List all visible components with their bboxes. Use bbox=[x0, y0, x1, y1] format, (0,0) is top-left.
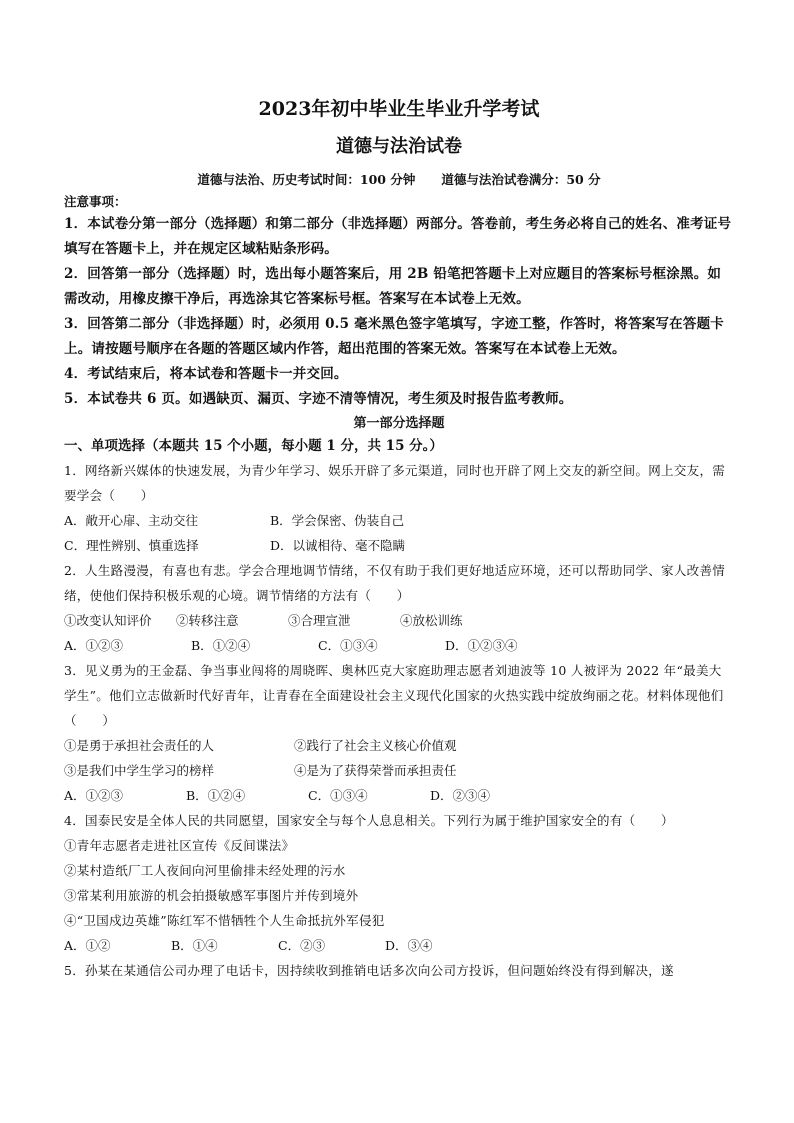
options-row bbox=[64, 933, 734, 958]
notice-item: 2．回答第一部分（选择题）时，选出每小题答案后，用 2B 铅笔把答题卡上对应题目的答案标号框涂黑。如需改动，用橡皮擦干净后，再选涂其它答案标号框。答案写在本试卷上无效。 bbox=[64, 266, 722, 307]
question-3 bbox=[64, 658, 734, 808]
item: ②践行了社会主义核心价值观 bbox=[294, 738, 457, 753]
question-stem: 2．人生路漫漫，有喜也有悲。学会合理地调节情绪，不仅有助于我们更好地适应环境，还可以帮助同学、家人改善情绪，使他们保持积极乐观的心境。调节情绪的方法有（ ） bbox=[64, 563, 726, 603]
notice-heading: 注意事项： bbox=[64, 194, 127, 209]
item: ④“卫国戍边英雄”陈红军不惜牺牲个人生命抵抗外军侵犯 bbox=[64, 913, 385, 928]
notice-item: 5．本试卷共 6 页。如遇缺页、漏页、字迹不清等情况，考生须及时报告监考教师。 bbox=[64, 391, 573, 407]
exam-subtitle: 道德与法治试卷 bbox=[336, 136, 462, 157]
exam-score: 道德与法治试卷满分：50 分 bbox=[441, 172, 601, 187]
notice-section bbox=[64, 192, 734, 412]
option-c: C．①③④ bbox=[308, 788, 368, 803]
question-stem: 4．国泰民安是全体人民的共同愿望，国家安全与每个人息息相关。下列行为属于维护国家安全的有（ ） bbox=[64, 813, 674, 828]
exam-page bbox=[64, 96, 734, 983]
option-b: B．学会保密、伪装自己 bbox=[270, 513, 405, 528]
item: ③合理宣泄 bbox=[288, 613, 351, 628]
item: ②某村造纸厂工人夜间向河里偷排未经处理的污水 bbox=[64, 863, 346, 878]
item: ①改变认知评价 bbox=[64, 613, 152, 628]
item: ①是勇于承担社会责任的人 bbox=[64, 738, 215, 753]
option-a: A．①②③ bbox=[64, 638, 124, 653]
option-a: A．敞开心扉、主动交往 bbox=[64, 513, 199, 528]
section-title: 一、单项选择（本题共 15 个小题，每小题 1 分，共 15 分。） bbox=[64, 438, 443, 454]
option-a: A．①② bbox=[64, 938, 111, 953]
exam-meta bbox=[64, 170, 734, 190]
option-a: A．①②③ bbox=[64, 788, 124, 803]
question-stem: 3．见义勇为的王金磊、争当事业闯将的周晓晖、奥林匹克大家庭助理志愿者刘迪波等 10 人被评为 2022 年“最美大学生”。他们立志做新时代好青年，让青春在全面建设社会主义现代化国家的火热实践中绽放绚丽之花。材料体现他们（ ） bbox=[64, 663, 724, 728]
option-d: D．②③④ bbox=[430, 788, 491, 803]
items-row bbox=[64, 733, 734, 758]
item: ③常某利用旅游的机会拍摄敏感军事图片并传到境外 bbox=[64, 888, 359, 903]
notice-item: 4．考试结束后，将本试卷和答题卡一并交回。 bbox=[64, 366, 348, 382]
option-c: C．①③④ bbox=[318, 638, 378, 653]
options-row bbox=[64, 508, 734, 533]
options-row bbox=[64, 783, 734, 808]
question-1 bbox=[64, 458, 734, 558]
option-c: C．理性辨别、慎重选择 bbox=[64, 538, 199, 553]
exam-title: 2023年初中毕业生毕业升学考试 bbox=[258, 98, 540, 120]
item: ①青年志愿者走进社区宣传《反间谍法》 bbox=[64, 838, 295, 853]
items-row bbox=[64, 758, 734, 783]
item: ③是我们中学生学习的榜样 bbox=[64, 763, 215, 778]
option-b: B．①②④ bbox=[186, 788, 246, 803]
option-d: D．①②③④ bbox=[445, 638, 518, 653]
question-5 bbox=[64, 958, 734, 983]
option-d: D．③④ bbox=[385, 938, 433, 953]
question-stem: 1．网络新兴媒体的快速发展，为青少年学习、娱乐开辟了多元渠道，同时也开辟了网上交友的新空间。网上交友，需要学会（ ） bbox=[64, 463, 726, 503]
notice-item: 1．本试卷分第一部分（选择题）和第二部分（非选择题）两部分。答卷前，考生务必将自己的姓名、准考证号填写在答题卡上，并在规定区域粘贴条形码。 bbox=[64, 216, 732, 257]
item: ④放松训练 bbox=[400, 613, 463, 628]
option-b: B．①④ bbox=[171, 938, 218, 953]
option-b: B．①②④ bbox=[191, 638, 251, 653]
question-stem: 5．孙某在某通信公司办理了电话卡，因持续收到推销电话多次向公司方投诉，但问题始终没有得到解决，遂 bbox=[64, 963, 674, 978]
item: ②转移注意 bbox=[176, 613, 239, 628]
options-row bbox=[64, 533, 734, 558]
exam-time: 道德与法治、历史考试时间：100 分钟 bbox=[197, 172, 416, 187]
question-2 bbox=[64, 558, 734, 658]
part-one-title: 第一部分选择题 bbox=[353, 416, 445, 431]
question-4 bbox=[64, 808, 734, 958]
option-c: C．②③ bbox=[278, 938, 326, 953]
notice-item: 3．回答第二部分（非选择题）时，必须用 0.5 毫米黑色签字笔填写，字迹工整，作答时，将答案写在答题卡上。请按题号顺序在各题的答题区域内作答，超出范围的答案无效。答案写在本试卷上无效。 bbox=[64, 316, 724, 357]
item: ④是为了获得荣誉而承担责任 bbox=[294, 763, 457, 778]
items-row bbox=[64, 608, 734, 633]
option-d: D．以诚相待、毫不隐瞒 bbox=[270, 538, 406, 553]
options-row bbox=[64, 633, 734, 658]
